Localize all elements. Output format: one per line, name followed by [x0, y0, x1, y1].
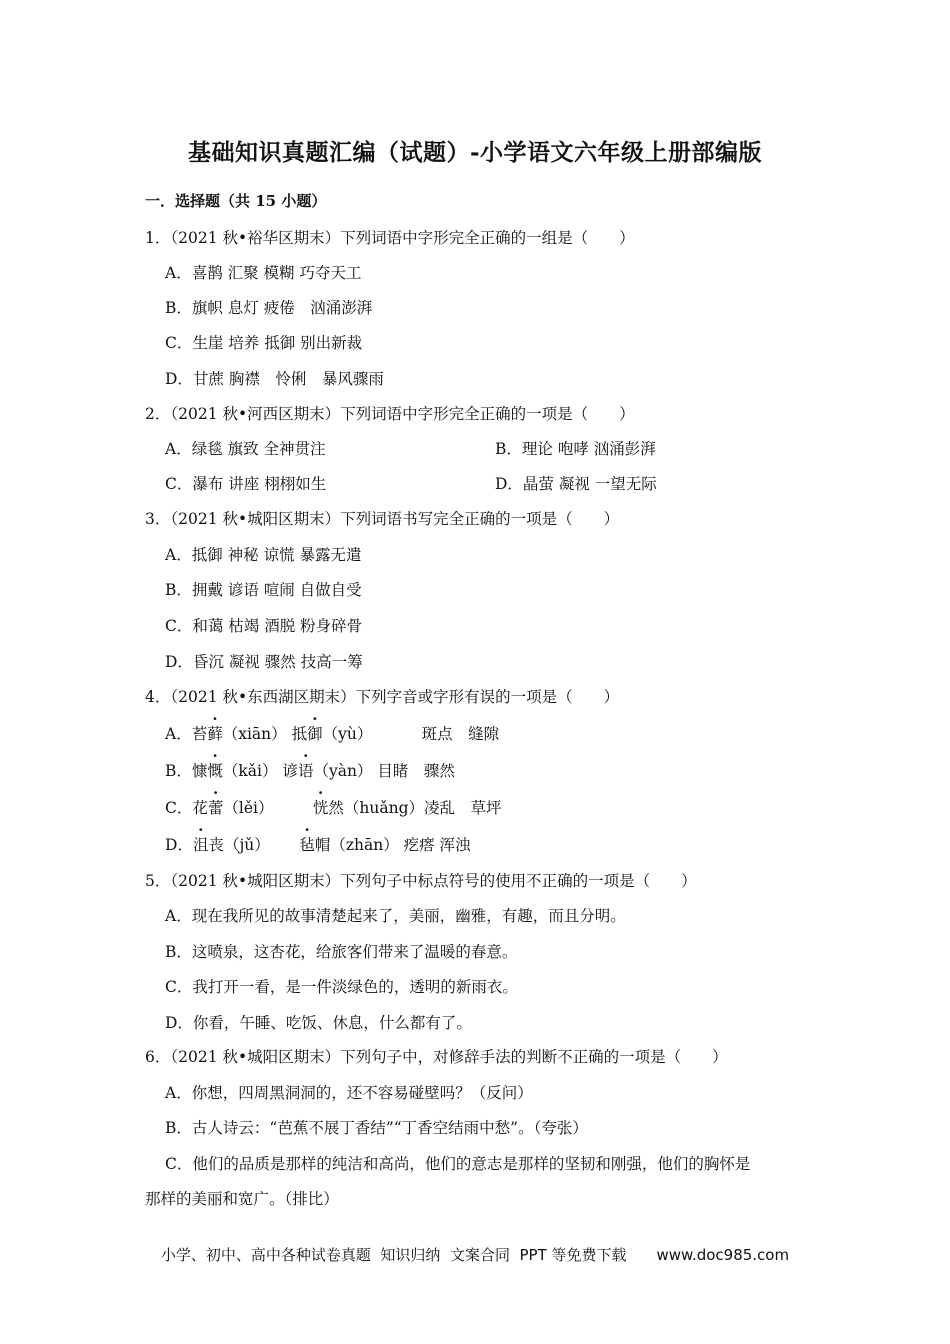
question-4-option-d: [165, 833, 471, 855]
option-text: 丧（jǔ）: [208, 836, 300, 854]
question-5-option-c: C．我打开一看，是一件淡绿色的，透明的新雨衣。: [165, 978, 518, 996]
dotted-character: 沮: [192, 836, 209, 854]
question-3-stem: 3．（2021 秋•城阳区期末）下列词语书写完全正确的一项是（ ）: [145, 510, 620, 528]
dotted-character: 御: [307, 725, 323, 743]
question-1-option-b: B．旗帜 息灯 疲倦 汹涌澎湃: [165, 299, 373, 317]
question-2-option-b: B．理论 咆哮 汹涌彭湃: [495, 440, 656, 458]
option-text: D．: [165, 836, 193, 854]
question-6-option-c: C．他们的品质是那样的纯洁和高尚，他们的意志是那样的坚韧和刚强，他们的胸怀是: [165, 1155, 751, 1173]
question-5-stem: 5．（2021 秋•城阳区期末）下列句子中标点符号的使用不正确的一项是（ ）: [145, 872, 697, 890]
question-3-option-b: B．拥戴 谚语 喧闹 自做自受: [165, 581, 362, 599]
option-text: A．苔: [165, 725, 208, 743]
question-5-option-b: B．这喷泉，这杏花，给旅客们带来了温暖的春意。: [165, 943, 518, 961]
question-4-option-b: [165, 759, 455, 781]
question-2-stem: 2．（2021 秋•河西区期末）下列词语中字形完全正确的一项是（ ）: [145, 405, 635, 423]
page-title: 基础知识真题汇编（试题）-小学语文六年级上册部编版: [187, 139, 763, 166]
question-3-option-c: C．和蔼 枯竭 酒脱 粉身碎骨: [165, 617, 363, 635]
dotted-character: 慨: [207, 762, 223, 780]
question-1-option-d: D．甘蔗 胸襟 怜俐 暴风骤雨: [165, 370, 384, 388]
question-6-option-a: A．你想，四周黑洞洞的，还不容易碰壁吗？（反问）: [165, 1084, 533, 1102]
dotted-character: 毡: [299, 836, 315, 854]
option-text: 帽（zhān） 疙瘩 浑浊: [314, 836, 471, 854]
question-1-stem: 1．（2021 秋•裕华区期末）下列词语中字形完全正确的一组是（ ）: [145, 229, 635, 247]
option-text: （yàn） 目睹 骤然: [313, 762, 455, 780]
question-4-option-a: [165, 722, 499, 744]
dotted-character: 蕾: [207, 799, 224, 817]
dotted-character: 语: [297, 762, 314, 780]
option-text: B．慷: [165, 762, 208, 780]
question-3-option-d: D．昏沉 凝视 骤然 技高一筹: [165, 653, 363, 671]
option-text: （lěi）: [223, 799, 313, 817]
footer-text: 小学、初中、高中各种试卷真题 知识归纳 文案合同 PPT 等免费下载 www.doc985.com: [160, 1246, 790, 1264]
option-text: 然（huǎng）凌乱 草坪: [328, 799, 502, 817]
question-3-option-a: A．抵御 神秘 谅慌 暴露无遣: [165, 546, 362, 564]
option-text: （yù） 斑点 缝隙: [322, 725, 500, 743]
question-1-option-a: A．喜鹊 汇聚 模糊 巧夺天工: [165, 264, 362, 282]
section-heading: 一．选择题（共 15 小题）: [145, 192, 327, 210]
question-2-option-d: D．晶萤 凝视 一望无际: [495, 475, 657, 493]
question-5-option-a: A．现在我所见的故事清楚起来了，美丽，幽雅，有趣，而且分明。: [165, 907, 626, 925]
option-text: C．花: [165, 799, 208, 817]
question-5-option-d: D．你看，午睡、吃饭、休息，什么都有了。: [165, 1014, 472, 1032]
dotted-character: 藓: [207, 725, 223, 743]
question-6-option-b: B．古人诗云：“芭蕉不展丁香结”“丁香空结雨中愁”。（夸张）: [165, 1119, 588, 1137]
question-1-option-c: C．生崖 培养 抵御 别出新裁: [165, 334, 363, 352]
option-text: （xiān） 抵: [222, 725, 308, 743]
question-6-option-c-continued: 那样的美丽和宽广。（排比）: [145, 1190, 339, 1208]
question-6-stem: 6．（2021 秋•城阳区期末）下列句子中，对修辞手法的判断不正确的一项是（ ）: [145, 1048, 728, 1066]
question-4-stem: 4．（2021 秋•东西湖区期末）下列字音或字形有误的一项是（ ）: [145, 688, 620, 706]
question-2-option-c: C．瀑布 讲座 栩栩如生: [165, 475, 327, 493]
dotted-character: 恍: [312, 799, 329, 817]
question-4-option-c: [165, 796, 502, 818]
option-text: （kǎi） 谚: [222, 762, 298, 780]
question-2-option-a: A．绿毯 旗致 全神贯注: [165, 440, 326, 458]
